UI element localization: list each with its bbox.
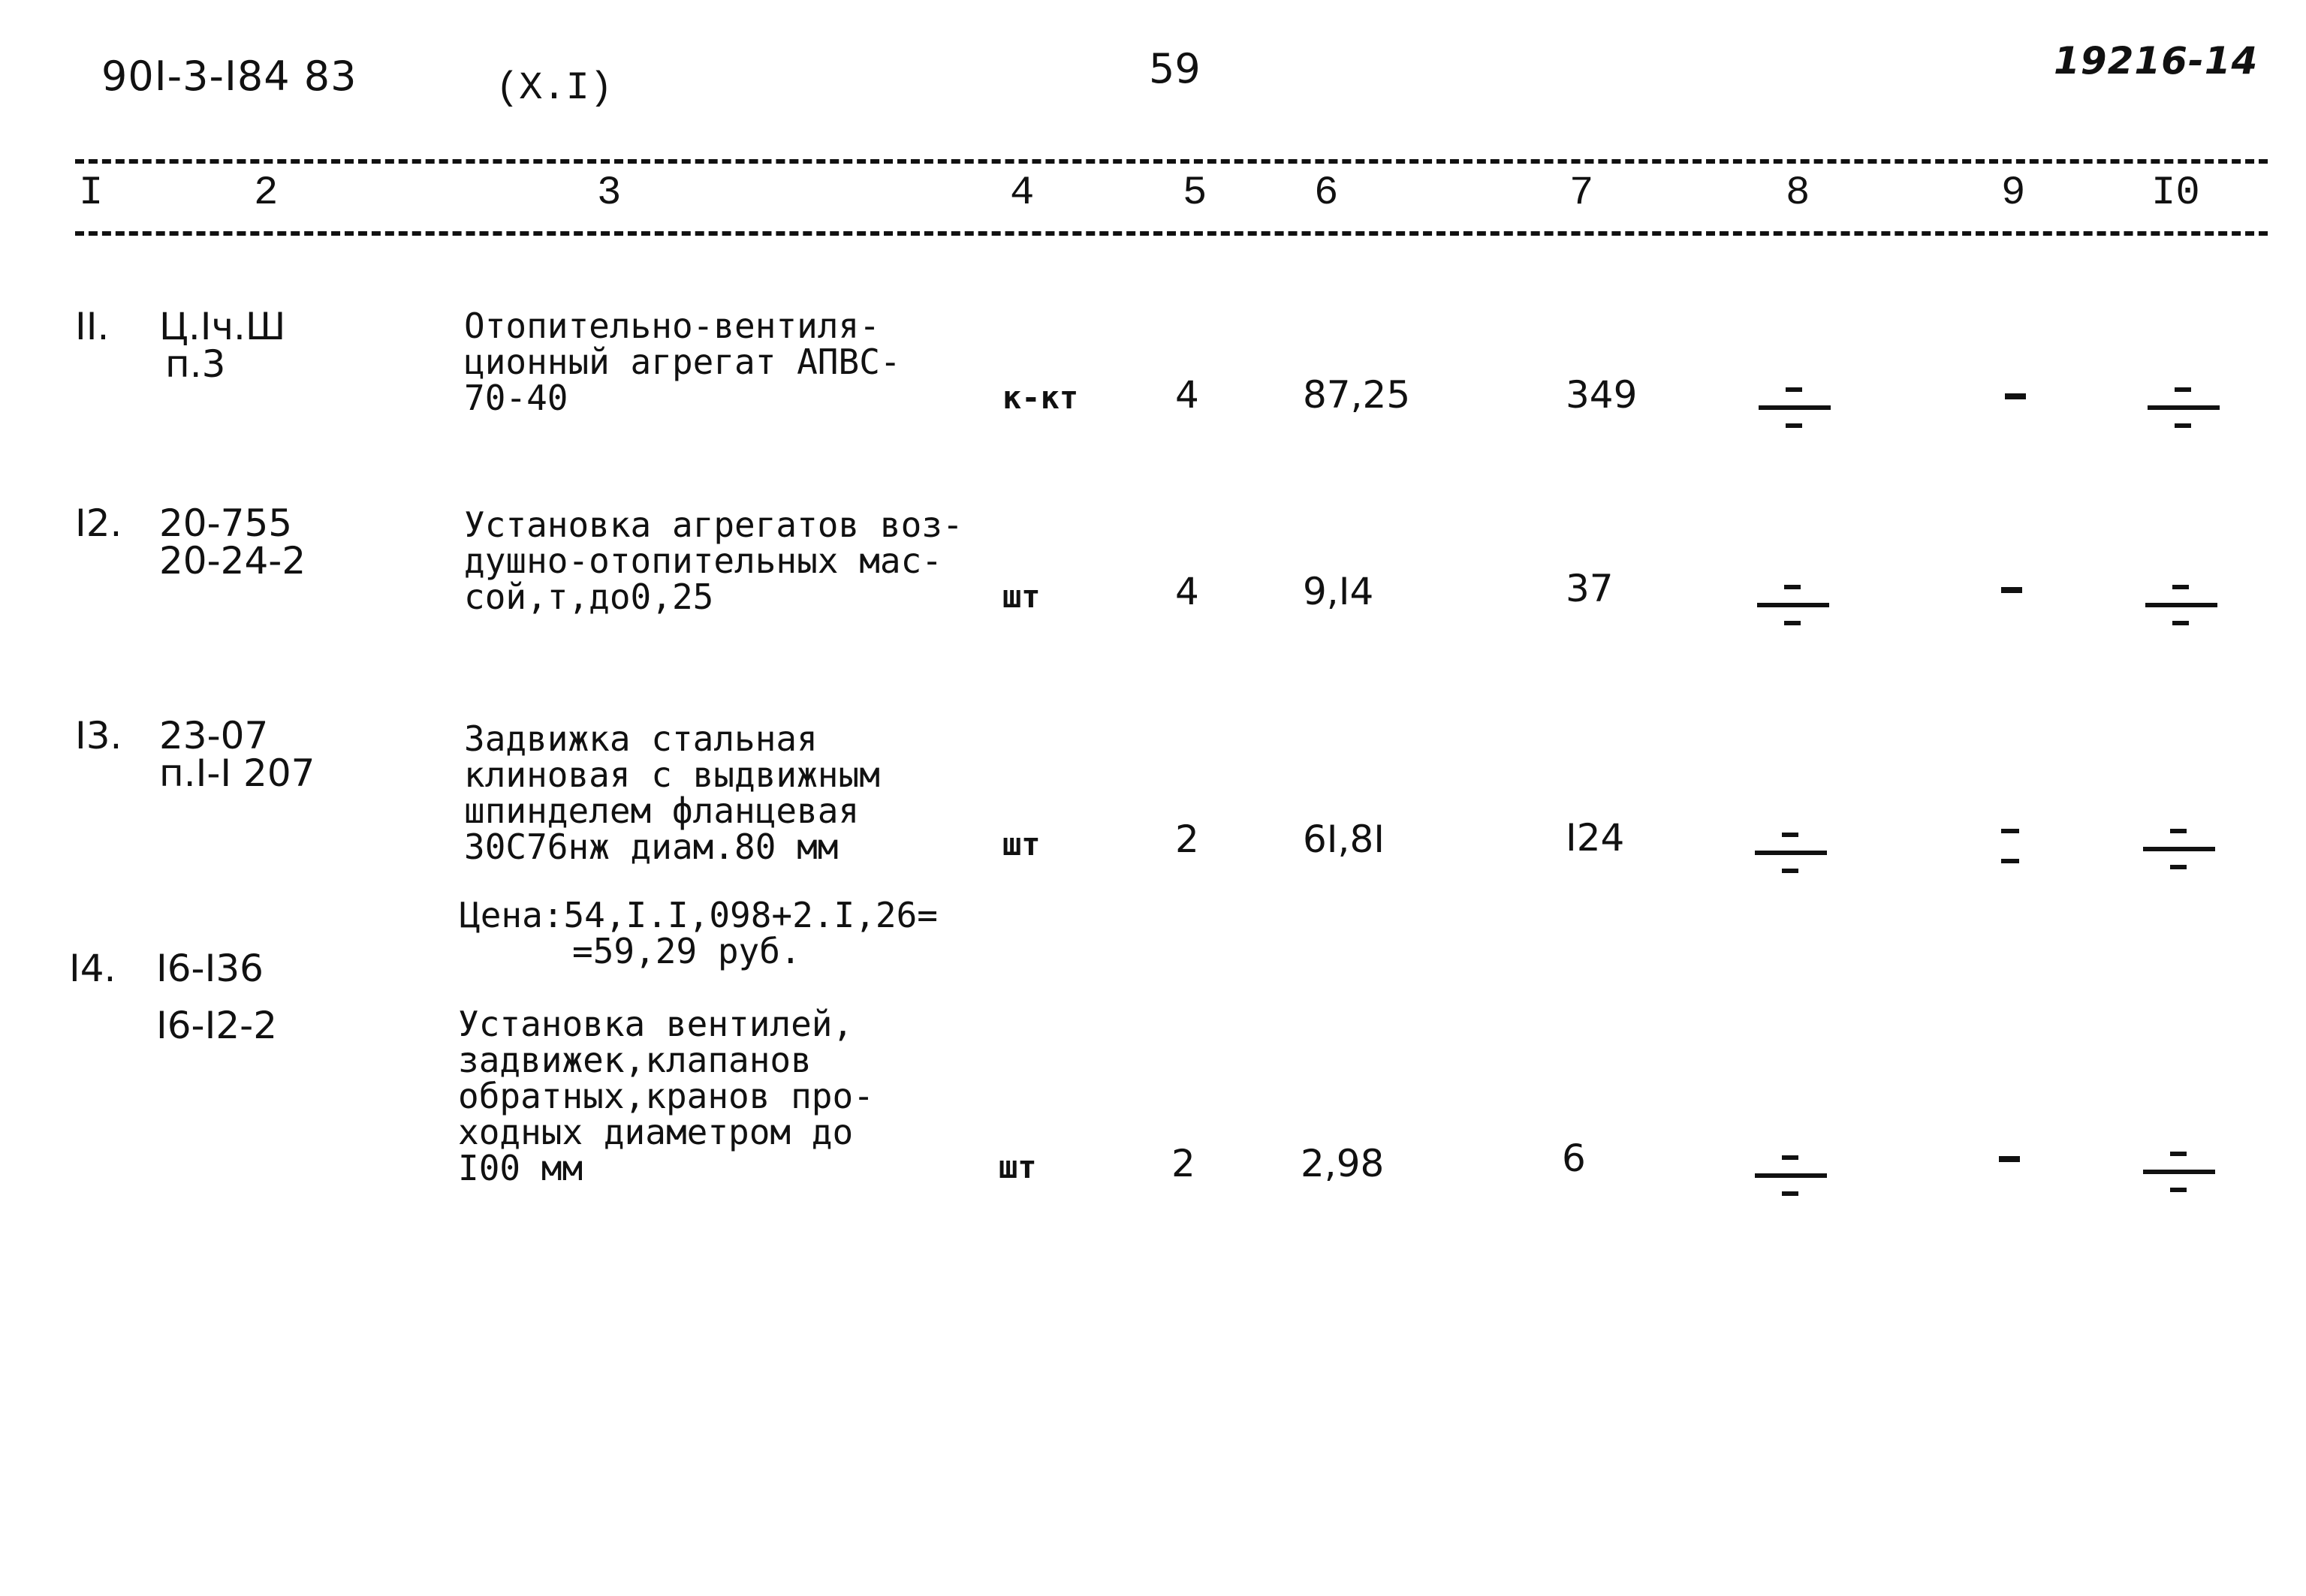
table-top-rule: [75, 159, 2268, 164]
column-number: 7: [1569, 170, 1594, 216]
description-line: I00 мм: [458, 1148, 583, 1188]
reference-line: I6-I36: [156, 947, 264, 990]
description-line: обратных,кранов про-: [458, 1076, 874, 1116]
reference-line: п.I-I 207: [159, 751, 315, 795]
dash-mark: [2005, 393, 2026, 399]
reference-line: 20-24-2: [159, 539, 306, 583]
row-unit-price: 9,I4: [1303, 570, 1374, 613]
row-reference: [159, 714, 315, 795]
row-description: [464, 504, 963, 617]
row-unit-price: 2,98: [1301, 1142, 1385, 1185]
row-number: I2.: [75, 501, 122, 545]
ditto-mark-icon: [1753, 830, 1828, 882]
description-line: Установка агрегатов воз-: [464, 504, 963, 545]
row-unit: шт: [999, 1149, 1037, 1185]
ditto-mark-icon: [2144, 582, 2219, 634]
description-line: задвижек,клапанов: [458, 1040, 812, 1080]
column-number: 5: [1183, 170, 1207, 216]
row-quantity: 4: [1175, 373, 1199, 417]
description-line: душно-отопительных мас-: [464, 541, 942, 581]
reference-line: Ц.Iч.Ш: [159, 305, 286, 348]
row-quantity: 2: [1171, 1142, 1195, 1185]
row-quantity: 2: [1175, 818, 1199, 861]
reference-line: 23-07: [159, 714, 269, 757]
description-line: Задвижка стальная: [464, 718, 818, 759]
description-line: сой,т,до0,25: [464, 577, 714, 617]
row-total: 349: [1566, 373, 1638, 417]
row-unit: шт: [1002, 826, 1041, 863]
column-number: I0: [2151, 170, 2200, 216]
ditto-mark-icon: [2142, 1149, 2217, 1201]
description-line: 30С76нж диам.80 мм: [464, 827, 839, 867]
column-number: 3: [597, 170, 622, 216]
ditto-mark-icon: [1757, 384, 1832, 437]
page-number: 59: [1149, 45, 1201, 92]
note-line: Цена:54,I.I,098+2.I,26=: [460, 895, 938, 935]
description-line: 70-40: [464, 378, 568, 418]
ditto-mark-icon: [1756, 582, 1831, 634]
row-unit-price: 6I,8I: [1303, 818, 1385, 861]
row-total: I24: [1566, 816, 1625, 860]
row-number: I4.: [69, 947, 116, 990]
colon-mark-icon: [2001, 826, 2019, 868]
reference-line: I6-I2-2: [156, 1004, 278, 1047]
table-header-rule: [75, 231, 2268, 236]
ditto-mark-icon: [1753, 1152, 1828, 1205]
row-description: [464, 718, 880, 867]
row-unit: к-кт: [1002, 379, 1079, 416]
row-number: II.: [75, 305, 110, 348]
column-number: 4: [1010, 170, 1035, 216]
row-reference: [156, 947, 278, 1047]
price-note: [460, 897, 938, 969]
description-line: шпинделем фланцевая: [464, 790, 860, 831]
column-number: 2: [254, 170, 279, 216]
note-line: =59,29 руб.: [572, 931, 801, 971]
document-code: 90I-3-I84 83: [101, 53, 357, 100]
row-unit: шт: [1002, 578, 1041, 615]
description-line: Отопительно-вентиля-: [464, 306, 880, 346]
archive-stamp-number: 19216-14: [2054, 39, 2259, 83]
description-line: клиновая с выдвижным: [464, 754, 880, 795]
description-line: Установка вентилей,: [458, 1004, 854, 1044]
dash-mark: [1999, 1156, 2020, 1162]
row-quantity: 4: [1175, 570, 1199, 613]
row-reference: [159, 305, 286, 386]
column-number: 8: [1786, 170, 1810, 216]
ditto-mark-icon: [2146, 384, 2221, 437]
section-label: (X.I): [496, 66, 613, 110]
description-line: ционный агрегат АПВС-: [464, 342, 901, 382]
column-number: 6: [1314, 170, 1339, 216]
row-total: 37: [1566, 567, 1614, 610]
row-description: [458, 1006, 874, 1186]
reference-line: п.3: [165, 342, 226, 386]
column-number: I: [79, 170, 104, 216]
row-unit-price: 87,25: [1303, 373, 1411, 417]
column-number: 9: [2001, 170, 2026, 216]
row-number: I3.: [75, 714, 122, 757]
row-description: [464, 308, 901, 416]
row-reference: [159, 501, 306, 583]
ditto-mark-icon: [2142, 826, 2217, 878]
row-total: 6: [1562, 1137, 1586, 1180]
reference-line: 20-755: [159, 501, 293, 545]
dash-mark: [2001, 587, 2022, 593]
description-line: ходных диаметром до: [458, 1112, 854, 1152]
